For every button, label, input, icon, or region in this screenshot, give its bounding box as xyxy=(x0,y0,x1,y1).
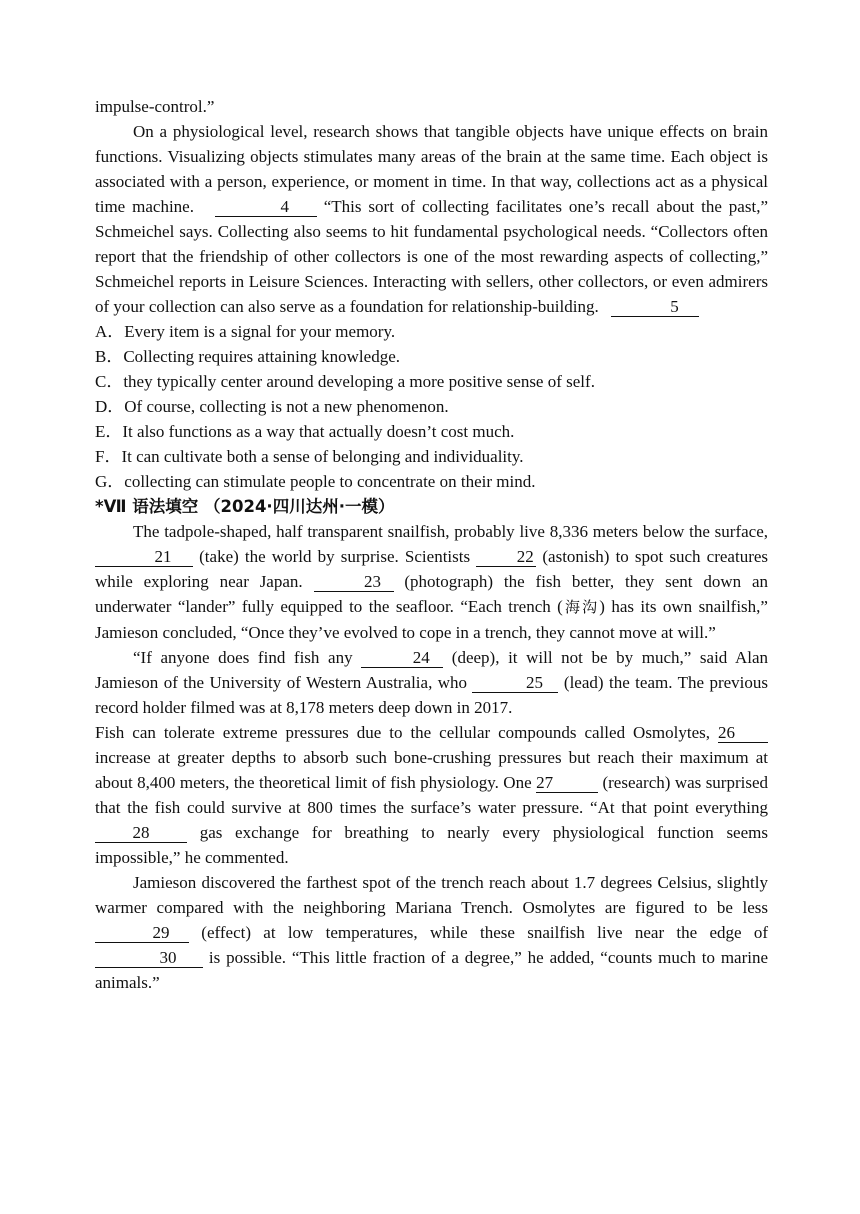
paragraph-text: (deep), it will not be by much,” said Alan Jamieson of the University of Western Australia, who xyxy=(95,648,769,692)
option-g: G．collecting can stimulate people to concentrate on their mind. xyxy=(95,472,536,491)
blank-21[interactable]: 21 xyxy=(95,547,193,567)
blank-23[interactable]: 23 xyxy=(314,572,394,592)
blank-29[interactable]: 29 xyxy=(95,923,189,943)
blank-27[interactable]: 27 xyxy=(536,773,598,793)
option-a: A．Every item is a signal for your memory. xyxy=(95,322,396,341)
paragraph-text: (take) the world by surprise. Scientists xyxy=(199,547,471,566)
section-source: （2024·四川达州·一模） xyxy=(204,497,395,516)
grammar-paragraph-2 xyxy=(95,645,768,720)
document-page xyxy=(95,94,768,995)
blank-28[interactable]: 28 xyxy=(95,823,187,843)
paragraph-text: “This sort of collecting facilitates one’s recall about the past,” Schmeichel says. Collecting also seems to hit fundamental psychological needs. “Collectors often report that the friendship of other collectors is one of the most rewarding aspects of collecting,” Schmeichel reports in Leisure Sciences. Interacting with sellers, other collectors, or even admirers of your collection can also serve as a foundation for relationship-building. xyxy=(95,197,768,316)
blank-5[interactable]: 5 xyxy=(611,297,699,317)
paragraph-text: (photograph) the fish better, they sent down an underwater “lander” fully equipped to the seafloor. “Each trench ( xyxy=(95,572,768,616)
paragraph-text: is possible. “This little fraction of a degree,” he added, “counts much to marine animals.” xyxy=(95,948,769,992)
section-heading xyxy=(95,494,768,519)
blank-24[interactable]: 24 xyxy=(361,648,443,668)
section-title: 语法填空 xyxy=(132,497,199,516)
paragraph-text: “If anyone does find fish any xyxy=(133,648,353,667)
paragraph-text: (astonish) to spot such creatures while exploring near Japan. xyxy=(95,547,769,591)
grammar-paragraph-3 xyxy=(95,720,768,870)
paragraph-text: Fish can tolerate extreme pressures due to the cellular compounds called Osmolytes, xyxy=(95,723,711,742)
paragraph-text: (lead) the team. The previous record holder filmed was at 8,178 meters deep down in 2017. xyxy=(95,673,768,717)
paragraph-text: On a physiological level, research shows that tangible objects have unique effects on brain functions. Visualizing objects stimulates many areas of the brain at the same time. Each object is associated with a person, experience, or moment in time. In that way, collections act as a physical time machine. xyxy=(95,122,768,216)
section-number: *Ⅶ xyxy=(95,497,127,516)
grammar-paragraph-1 xyxy=(95,519,768,645)
option-c: C．they typically center around developing a more positive sense of self. xyxy=(95,372,595,391)
blank-4[interactable]: 4 xyxy=(215,197,317,217)
option-f: F．It can cultivate both a sense of belonging and individuality. xyxy=(95,447,524,466)
blank-30[interactable]: 30 xyxy=(95,948,203,968)
paragraph-text: The tadpole-shaped, half transparent snailfish, probably live 8,336 meters below the surface, xyxy=(133,522,768,541)
blank-25[interactable]: 25 xyxy=(472,673,558,693)
paragraph-text: (research) was surprised that the fish could survive at 800 times the surface’s water pressure. “At that point everything xyxy=(95,773,769,817)
paragraph-text: ) has its own snailfish,” Jamieson concluded, “Once they’ve evolved to cope in a trench, they cannot move at will.” xyxy=(95,597,768,642)
paragraph-continuation: impulse-control.” xyxy=(95,97,215,116)
paragraph-text: increase at greater depths to absorb such bone-crushing pressures but reach their maximum at about 8,400 meters, the theoretical limit of fish physiology. One xyxy=(95,748,768,792)
paragraph-text: Jamieson discovered the farthest spot of the trench reach about 1.7 degrees Celsius, slightly warmer compared with the neighboring Mariana Trench. Osmolytes are figured to be less xyxy=(95,873,768,917)
paragraph-physiological xyxy=(95,119,768,319)
blank-26[interactable]: 26 xyxy=(718,723,768,743)
grammar-paragraph-4 xyxy=(95,870,768,995)
paragraph-text: (effect) at low temperatures, while these snailfish live near the edge of xyxy=(201,923,769,942)
option-d: D．Of course, collecting is not a new phenomenon. xyxy=(95,397,449,416)
option-e: E．It also functions as a way that actually doesn’t cost much. xyxy=(95,422,515,441)
paragraph-text: gas exchange for breathing to nearly every physiological function seems impossible,” he commented. xyxy=(95,823,768,867)
chinese-gloss: 海沟 xyxy=(562,598,600,616)
option-b: B．Collecting requires attaining knowledge. xyxy=(95,347,400,366)
blank-22[interactable]: 22 xyxy=(476,547,536,567)
